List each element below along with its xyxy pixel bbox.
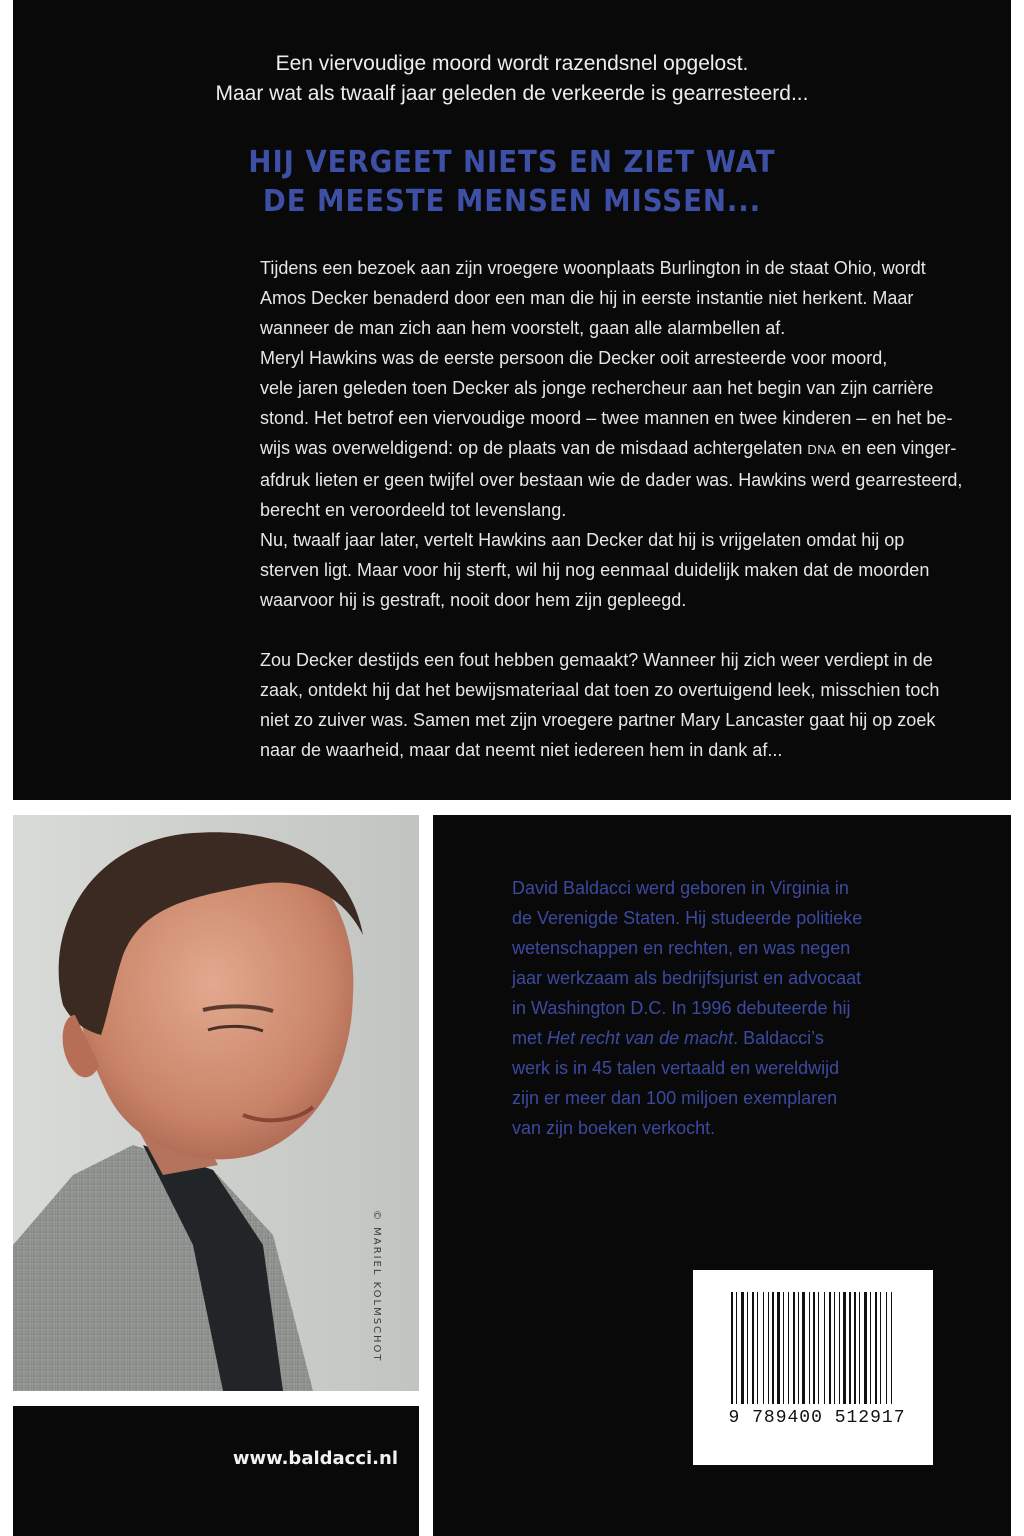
bio-line: van zijn boeken verkocht. [512, 1118, 716, 1138]
synopsis-line: niet zo zuiver was. Samen met zijn vroegere partner Mary Lancaster gaat hij op zoek [260, 710, 936, 730]
barcode-bar [731, 1292, 733, 1404]
barcode-bar [886, 1292, 887, 1404]
bio-line: werk is in 45 talen vertaald en wereldwijd [512, 1058, 840, 1078]
barcode-bar [752, 1292, 754, 1404]
barcode-bar [843, 1292, 846, 1404]
tagline-line-2: Maar wat als twaalf jaar geleden de verkeerde is gearresteerd... [215, 82, 809, 105]
barcode-bar [777, 1292, 780, 1404]
author-bio-text [512, 873, 982, 1143]
barcode-bar [736, 1292, 737, 1404]
synopsis-line: Nu, twaalf jaar later, vertelt Hawkins aan Decker dat hij is vrijgelaten omdat hij op [260, 530, 905, 550]
synopsis-line: sterven ligt. Maar voor hij sterft, wil hij nog eenmaal duidelijk maken dat de moorden [260, 560, 930, 580]
barcode-bar [802, 1292, 805, 1404]
author-bio-panel [433, 815, 1011, 1536]
tagline [13, 49, 1011, 109]
bio-line: zijn er meer dan 100 miljoen exemplaren [512, 1088, 838, 1108]
bio-fragment: . Baldacci’s [733, 1028, 824, 1048]
website-panel [13, 1406, 419, 1536]
barcode-bar [880, 1292, 881, 1404]
website-link[interactable]: www.baldacci.nl [232, 1448, 398, 1469]
barcode-bar [798, 1292, 799, 1404]
bio-line: wetenschappen en rechten, en was negen [512, 938, 851, 958]
barcode-bar [818, 1292, 819, 1404]
synopsis-line: afdruk lieten er geen twijfel over bestaan wie de dader was. Hawkins werd gearresteerd, [260, 470, 963, 490]
barcode-bar [768, 1292, 769, 1404]
barcode-bar [891, 1292, 892, 1404]
synopsis-line: naar de waarheid, maar dat neemt niet iedereen hem in dank af... [260, 740, 783, 760]
synopsis-line: berecht en veroordeeld tot levenslang. [260, 500, 567, 520]
back-cover-synopsis-panel [13, 0, 1011, 800]
author-portrait-illustration [13, 815, 419, 1391]
synopsis-dna: DNA [807, 442, 837, 457]
synopsis-line: Tijdens een bezoek aan zijn vroegere woonplaats Burlington in de staat Ohio, wordt [260, 258, 926, 278]
barcode-bar [788, 1292, 789, 1404]
synopsis-fragment: en een vinger- [836, 438, 957, 458]
barcode-bar [741, 1292, 744, 1404]
barcode-bar [854, 1292, 856, 1404]
synopsis-line: wanneer de man zich aan hem voorstelt, gaan alle alarmbellen af. [260, 318, 786, 338]
headline-line-1: HIJ VERGEET NIETS EN ZIET WAT [248, 145, 776, 180]
barcode-bar [747, 1292, 748, 1404]
barcode-bar [875, 1292, 877, 1404]
synopsis-line: Meryl Hawkins was de eerste persoon die Decker ooit arresteerde voor moord, [260, 348, 888, 368]
synopsis-line: waarvoor hij is gestraft, nooit door hem zijn gepleegd. [260, 590, 687, 610]
isbn-number: 9 789400 512917 [728, 1408, 906, 1428]
photo-credit: © MARIEL KOLMSCHOT [371, 1210, 382, 1363]
headline-line-2: DE MEESTE MENSEN MISSEN... [262, 184, 762, 219]
bio-line [512, 1023, 982, 1053]
book-title: Het recht van de macht [547, 1028, 734, 1048]
barcode-bar [849, 1292, 851, 1404]
barcode-bar [870, 1292, 871, 1404]
headline [53, 143, 971, 221]
bio-line: jaar werkzaam als bedrijfsjurist en advocaat [512, 968, 862, 988]
barcode-bar [839, 1292, 840, 1404]
synopsis-line [260, 433, 960, 465]
bio-line: David Baldacci werd geboren in Virginia in [512, 878, 849, 898]
barcode-bar [772, 1292, 774, 1404]
synopsis-line: Zou Decker destijds een fout hebben gemaakt? Wanneer hij zich weer verdiept in de [260, 650, 933, 670]
barcode-bar [864, 1292, 867, 1404]
barcode-bar [793, 1292, 795, 1404]
synopsis-line: stond. Het betrof een viervoudige moord – twee mannen en twee kinderen – en het be- [260, 408, 953, 428]
barcode-bar [763, 1292, 764, 1404]
barcode-bar [824, 1292, 825, 1404]
barcode-bar [757, 1292, 758, 1404]
author-photo [13, 815, 419, 1391]
barcode-bar [813, 1292, 815, 1404]
barcode-box [693, 1270, 933, 1465]
tagline-line-1: Een viervoudige moord wordt razendsnel opgelost. [275, 52, 749, 75]
barcode-bar [834, 1292, 835, 1404]
bio-line: de Verenigde Staten. Hij studeerde politieke [512, 908, 863, 928]
synopsis-fragment: wijs was overweldigend: op de plaats van de misdaad achtergelaten [260, 438, 808, 458]
paragraph-gap [260, 615, 960, 645]
barcode-bar [829, 1292, 831, 1404]
synopsis-line: vele jaren geleden toen Decker als jonge rechercheur aan het begin van zijn carrière [260, 378, 934, 398]
barcode-bar [809, 1292, 810, 1404]
synopsis-line: Amos Decker benaderd door een man die hij in eerste instantie niet herkent. Maar [260, 288, 914, 308]
barcode-bar [783, 1292, 784, 1404]
bio-fragment: met [512, 1028, 548, 1048]
barcode-icon [731, 1292, 895, 1404]
barcode-bar [859, 1292, 860, 1404]
bio-line: in Washington D.C. In 1996 debuteerde hij [512, 998, 851, 1018]
synopsis-line: zaak, ontdekt hij dat het bewijsmateriaal dat toen zo overtuigend leek, misschien toch [260, 680, 940, 700]
synopsis-text [260, 253, 963, 765]
